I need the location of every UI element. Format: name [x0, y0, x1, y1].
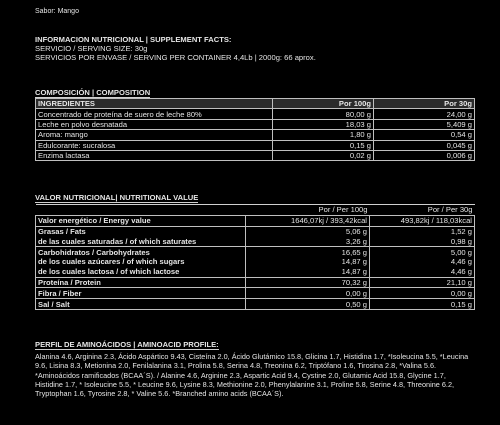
- ingredient-name: Concentrado de proteína de suero de leche 80%: [36, 109, 273, 119]
- nutrition-header-30g: Por / Per 30g: [370, 205, 475, 216]
- nutrient-per-30g: 493,82kj / 118,03kcal: [370, 215, 475, 226]
- nutrient-per-30g: 0,00 g: [370, 288, 475, 299]
- ingredient-per-30g: 0,006 g: [374, 150, 475, 160]
- ingredient-per-30g: 5,409 g: [374, 119, 475, 129]
- servings-per-container: SERVICIOS POR ENVASE / SERVING PER CONTAINER 4,4Lb | 2000g: 66 aprox.: [35, 53, 316, 63]
- table-row: [36, 140, 475, 150]
- amino-title-text: PERFIL DE AMINOÁCIDOS | AMINOACID PROFILE:: [35, 340, 219, 349]
- table-row: [36, 130, 475, 140]
- nutrient-per-100g: 70,32 g: [246, 277, 370, 288]
- nutrient-per-100g: 14,87 g: [246, 267, 370, 277]
- table-row: [36, 226, 475, 236]
- table-row: [36, 277, 475, 288]
- ingredient-name: Enzima lactasa: [36, 150, 273, 160]
- nutrient-per-30g: 1,52 g: [370, 226, 475, 236]
- ingredient-per-30g: 0,045 g: [374, 140, 475, 150]
- table-row: [36, 236, 475, 246]
- ingredient-per-30g: 0,54 g: [374, 130, 475, 140]
- nutrition-table: [35, 204, 475, 310]
- table-row: [36, 257, 475, 267]
- nutrient-per-30g: 21,10 g: [370, 277, 475, 288]
- table-row: [36, 215, 475, 226]
- nutrient-name: de los cuales lactosa / of which lactose: [38, 267, 180, 277]
- nutrient-per-30g: 0,15 g: [370, 299, 475, 310]
- composition-header-100g: Por 100g: [273, 99, 374, 109]
- composition-title-text: COMPOSICIÓN | COMPOSITION: [35, 88, 151, 97]
- nutrition-header-100g: Por / Per 100g: [246, 205, 370, 216]
- amino-profile: [35, 352, 475, 399]
- nutrient-name: Grasas / Fats: [38, 226, 86, 236]
- nutrient-per-100g: 0,00 g: [246, 288, 370, 299]
- nutrient-per-30g: 0,98 g: [370, 236, 475, 246]
- table-row: [36, 299, 475, 310]
- nutrient-name: Proteína / Protein: [38, 277, 101, 287]
- nutrient-name: Valor energético / Energy value: [38, 216, 151, 226]
- nutrient-per-100g: 3,26 g: [246, 236, 370, 246]
- nutrient-per-30g: 5,00 g: [370, 247, 475, 257]
- composition-header-row: [36, 99, 475, 109]
- nutrient-name: de las cuales saturadas / of which saturates: [38, 236, 197, 246]
- flavor-label: Sabor: Mango: [35, 8, 79, 15]
- nutrient-name: Sal / Salt: [38, 299, 70, 309]
- ingredient-per-30g: 24,00 g: [374, 109, 475, 119]
- table-row: [36, 267, 475, 277]
- nutrient-name: de los cuales azúcares / of which sugars: [38, 257, 185, 267]
- ingredient-name: Aroma: mango: [36, 130, 273, 140]
- table-row: [36, 119, 475, 129]
- nutrient-per-100g: 1646,07kj / 393,42kcal: [246, 215, 370, 226]
- supplement-facts-heading: INFORMACION NUTRICIONAL | SUPPLEMENT FACTS:: [35, 35, 232, 44]
- nutrient-name: Carbohidratos / Carbohydrates: [38, 247, 150, 257]
- ingredient-per-100g: 80,00 g: [273, 109, 374, 119]
- composition-header-30g: Por 30g: [374, 99, 475, 109]
- nutrition-title-text: VALOR NUTRICIONAL| NUTRITIONAL VALUE: [35, 193, 199, 202]
- ingredient-per-100g: 0,02 g: [273, 150, 374, 160]
- nutrient-per-100g: 14,87 g: [246, 257, 370, 267]
- composition-title: [35, 88, 150, 97]
- table-row: [36, 150, 475, 160]
- nutrient-per-100g: 0,50 g: [246, 299, 370, 310]
- nutrient-per-100g: 5,06 g: [246, 226, 370, 236]
- ingredient-per-100g: 0,15 g: [273, 140, 374, 150]
- ingredient-name: Edulcorante: sucralosa: [36, 140, 273, 150]
- composition-table: [35, 98, 475, 161]
- nutrient-per-30g: 4,46 g: [370, 267, 475, 277]
- amino-title: [35, 340, 219, 349]
- ingredient-per-100g: 18,03 g: [273, 119, 374, 129]
- table-row: [36, 288, 475, 299]
- nutrient-per-100g: 16,65 g: [246, 247, 370, 257]
- table-row: [36, 109, 475, 119]
- nutrient-per-30g: 4,46 g: [370, 257, 475, 267]
- ingredient-name: Leche en polvo desnatada: [36, 119, 273, 129]
- nutrient-name: Fibra / Fiber: [38, 288, 82, 298]
- ingredient-per-100g: 1,80 g: [273, 130, 374, 140]
- serving-size: SERVICIO / SERVING SIZE: 30g: [35, 44, 148, 54]
- composition-header-ingredients: INGREDIENTES: [36, 99, 273, 109]
- nutrition-header-row: [36, 205, 475, 216]
- nutrition-title: [35, 193, 198, 202]
- table-row: [36, 247, 475, 257]
- nutrition-header-empty: [36, 205, 246, 216]
- supplement-facts-header: [35, 35, 475, 62]
- amino-profile-text: Alanina 4.6, Arginina 2.3, Ácido Aspártico 9.43, Cisteína 2.0, Ácido Glutámico 15.8, Glicina 1.7, Histidina 1.7, *Isoleucina 5.5, *Leucina 9.6, Lisina 8.3, Metionina 2.0, Fenilalanina 3.1, Prolina 5.8, Serina 4.8, Treonina 6.2, Triptófano 1.6, Tirosina 2.8, *Valina 5.6. *Aminoácidos ramificados (BCAA´S). / Alanine 4.6, Arginine 2.3, Aspartic Acid 9.4, Cystine 2.0, Glutamic Acid 15.8, Glycine 1.7, Histidine 1.7, * Isoleucine 5.5, * Leucine 9.6, Lysine 8.3, Methionine 2.0, Phenylalanine 3.1, Proline 5.8, Serine 4.8, Threonine 6.2, Tryptophan 1.6, Tyrosine 2.8, * Valine 5.6. *Branched amino acids (BCAA´S).: [35, 352, 469, 399]
